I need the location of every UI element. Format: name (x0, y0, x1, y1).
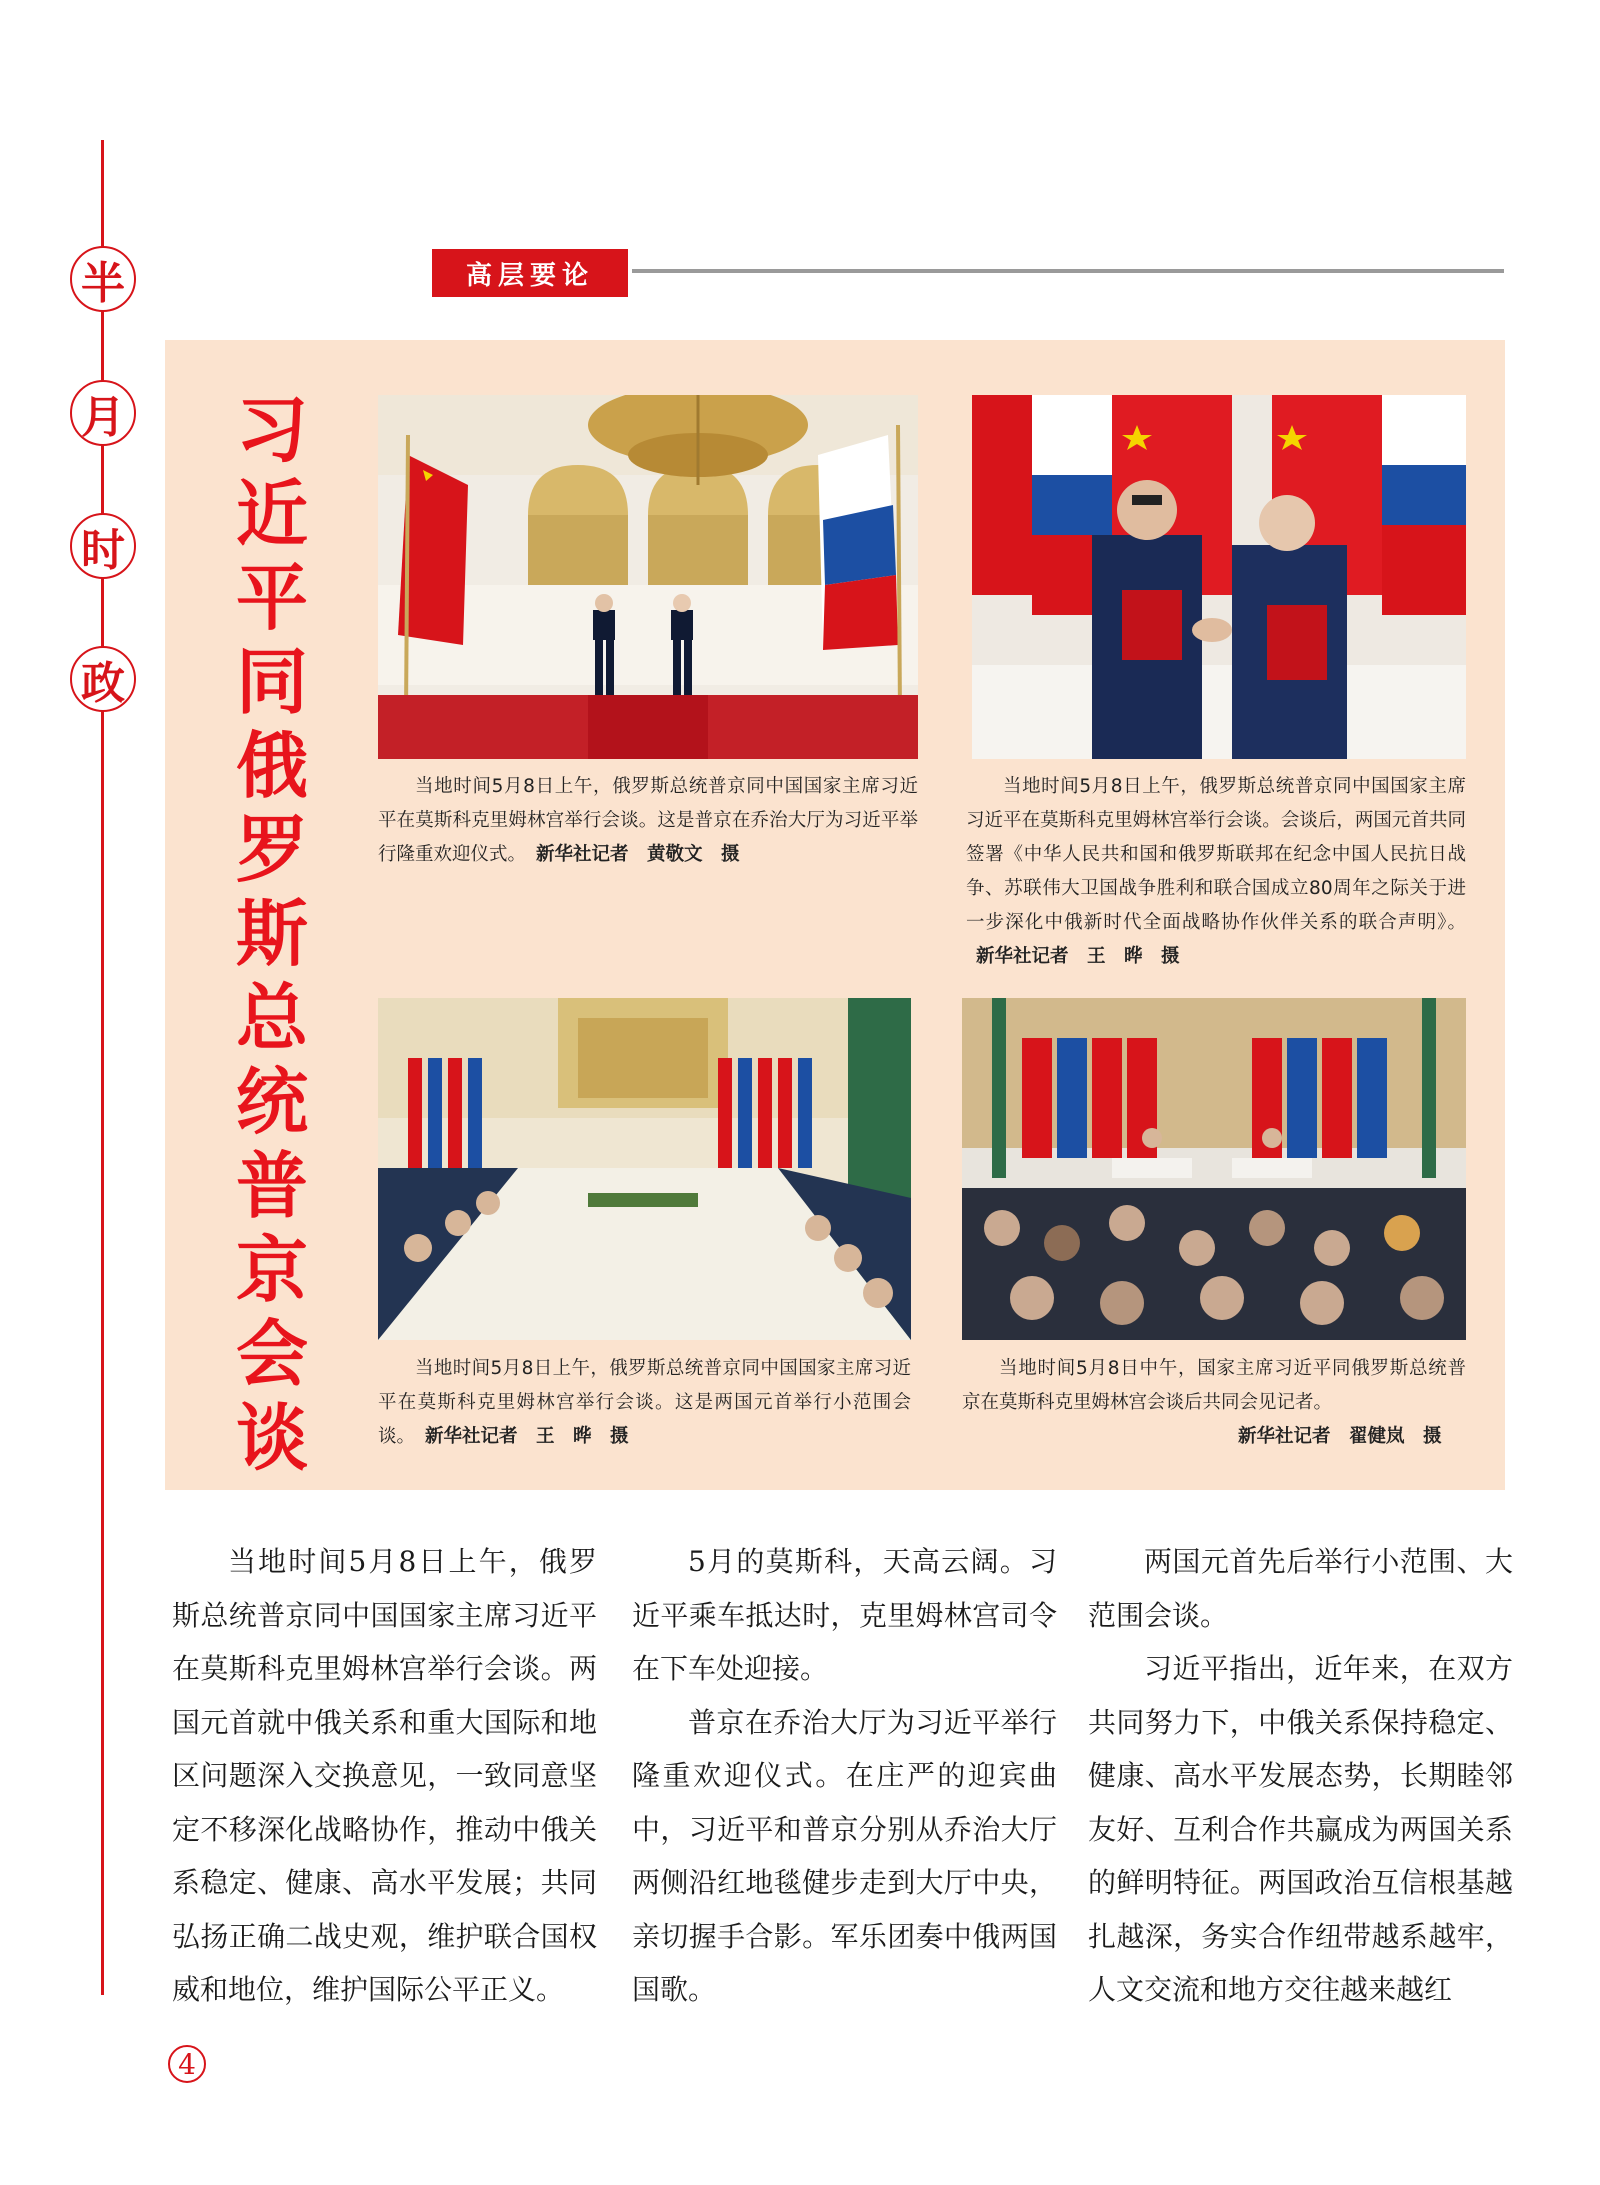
photo-small-talks (378, 998, 911, 1340)
photo-handshake (972, 395, 1466, 759)
masthead-char: 半 (70, 246, 136, 312)
section-tag: 高层要论 (432, 249, 628, 297)
headline: 习近平同俄罗斯总统普京会谈 (235, 388, 308, 1480)
photo-credit: 新华社记者 翟健岚 摄 (1238, 1426, 1442, 1447)
photo-welcome-ceremony (378, 395, 918, 759)
body-paragraph: 5月的莫斯科，天高云阔。习近平乘车抵达时，克里姆林宫司令在下车处迎接。 (632, 1545, 1057, 1685)
body-column-3 (1088, 1535, 1513, 2017)
masthead-char: 政 (70, 646, 136, 712)
page-number: 4 (168, 2045, 206, 2083)
photo-press-meeting (962, 998, 1466, 1340)
body-column-2 (632, 1535, 1057, 2017)
body-paragraph: 普京在乔治大厅为习近平举行隆重欢迎仪式。在庄严的迎宾曲中，习近平和普京分别从乔治大厅两侧沿红地毯健步走到大厅中央，亲切握手合影。军乐团奏中俄两国国歌。 (632, 1705, 1057, 2006)
section-rule (632, 269, 1504, 273)
body-paragraph: 当地时间5月8日上午，俄罗斯总统普京同中国国家主席习近平在莫斯科克里姆林宫举行会谈。两国元首就中俄关系和重大国际和地区问题深入交换意见，一致同意坚定不移深化战略协作，推动中俄关系稳定、健康、高水平发展；共同弘扬正确二战史观，维护联合国权威和地位，维护国际公平正义。 (172, 1545, 597, 2006)
photo-caption: 当地时间5月8日上午，俄罗斯总统普京同中国国家主席习近平在莫斯科克里姆林宫举行会谈。会谈后，两国元首共同签署《中华人民共和国和俄罗斯联邦在纪念中国人民抗日战争、苏联伟大卫国战争胜利和联合国成立80周年之际关于进一步深化中俄新时代全面战略协作伙伴关系的联合声明》。新华社记者 王 晔 摄 (966, 776, 1466, 967)
body-paragraph: 习近平指出，近年来，在双方共同努力下，中俄关系保持稳定、健康、高水平发展态势，长期睦邻友好、互利合作共赢成为两国关系的鲜明特征。两国政治互信根基越扎越深，务实合作纽带越系越牢，人文交流和地方交往越来越红 (1088, 1652, 1513, 2006)
photo-caption: 当地时间5月8日上午，俄罗斯总统普京同中国国家主席习近平在莫斯科克里姆林宫举行会谈。这是两国元首举行小范围会谈。 新华社记者 王 晔 摄 (378, 1358, 911, 1447)
photo-caption: 当地时间5月8日上午，俄罗斯总统普京同中国国家主席习近平在莫斯科克里姆林宫举行会谈。这是普京在乔治大厅为习近平举行隆重欢迎仪式。 新华社记者 黄敬文 摄 (378, 776, 918, 865)
photo-caption: 当地时间5月8日中午，国家主席习近平同俄罗斯总统普京在莫斯科克里姆林宫会谈后共同会见记者。 (962, 1358, 1466, 1413)
body-column-1 (172, 1535, 597, 2017)
body-paragraph: 两国元首先后举行小范围、大范围会谈。 (1088, 1545, 1513, 1632)
masthead-char: 月 (70, 380, 136, 446)
masthead-char: 时 (70, 513, 136, 579)
